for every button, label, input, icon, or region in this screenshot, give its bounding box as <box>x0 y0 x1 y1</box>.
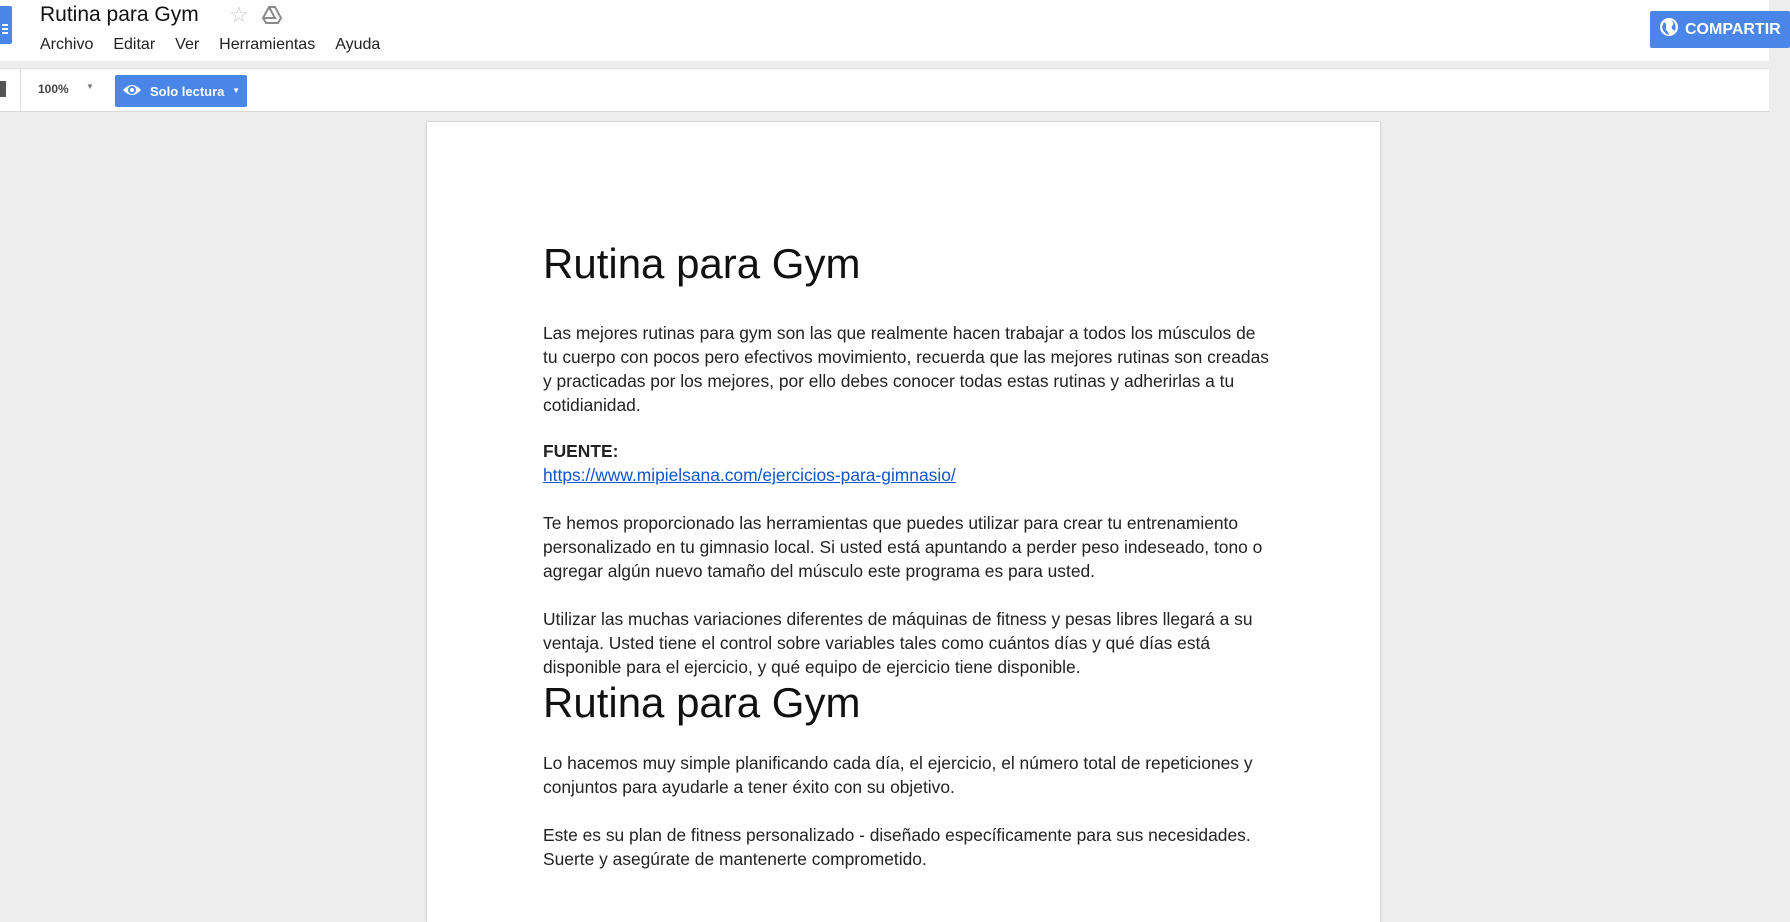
app-header <box>0 0 1781 61</box>
menu-ver[interactable]: Ver <box>175 36 200 53</box>
doc-paragraph: Las mejores rutinas para gym son las que realmente hacen trabajar a todos los músculos de tu cuerpo con pocos pero efectivos movimiento, recuerda que las mejores rutinas son creadas y practicadas por los mejores, por ello debes conocer todas estas rutinas y adherirlas a tu cotidianidad. <box>543 323 1269 415</box>
source-link[interactable]: https://www.mipielsana.com/ejercicios-para-gimnasio/ <box>543 465 956 485</box>
source-label: FUENTE: <box>543 441 619 461</box>
document-page[interactable] <box>427 122 1380 922</box>
doc-paragraph: Te hemos proporcionado las herramientas que puedes utilizar para crear tu entrenamiento personalizado en tu gimnasio local. Si usted está apuntando a perder peso indeseado, tono o agregar algún nuevo tamaño del músculo este programa es para usted. <box>543 513 1263 581</box>
doc-heading: Rutina para Gym <box>543 679 861 726</box>
menu-bar <box>40 36 400 54</box>
menu-herramientas[interactable]: Herramientas <box>219 36 316 53</box>
doc-paragraph: Utilizar las muchas variaciones diferentes de máquinas de fitness y pesas libres llegará a su ventaja. Usted tiene el control sobre variables tales como cuántos días y qué días está disponible para el ejercicio, y qué equipo de ejercicio tiene disponible. <box>543 609 1253 677</box>
menu-archivo[interactable]: Archivo <box>40 36 94 53</box>
menu-ayuda[interactable]: Ayuda <box>335 36 381 53</box>
zoom-select[interactable]: 100% <box>38 82 69 96</box>
doc-paragraph: Lo hacemos muy simple planificando cada día, el ejercicio, el número total de repeticiones y conjuntos para ayudarle a tener éxito con su objetivo. <box>543 753 1253 797</box>
caret-down-icon: ▼ <box>232 86 240 95</box>
doc-paragraph: Este es su plan de fitness personalizado - diseñado específicamente para sus necesidades. Suerte y asegúrate de mantenerte comprometido. <box>543 825 1251 869</box>
globe-icon <box>1659 17 1679 42</box>
doc-heading: Rutina para Gym <box>543 240 861 287</box>
eye-icon <box>122 83 142 100</box>
menu-editar[interactable]: Editar <box>113 36 156 53</box>
toolbar <box>0 68 1769 112</box>
mode-button[interactable] <box>115 75 247 107</box>
document-title[interactable]: Rutina para Gym <box>40 3 199 26</box>
share-label: COMPARTIR <box>1685 20 1781 38</box>
share-button[interactable] <box>1650 11 1790 48</box>
mode-label: Solo lectura <box>150 83 225 99</box>
drive-icon[interactable] <box>262 6 284 29</box>
star-icon[interactable]: ☆ <box>229 2 249 27</box>
docs-logo-icon[interactable] <box>0 6 12 44</box>
toolbar-divider <box>20 69 21 111</box>
caret-down-icon[interactable]: ▼ <box>86 82 94 91</box>
document-body <box>543 240 1273 871</box>
paint-format-icon[interactable] <box>0 81 6 97</box>
